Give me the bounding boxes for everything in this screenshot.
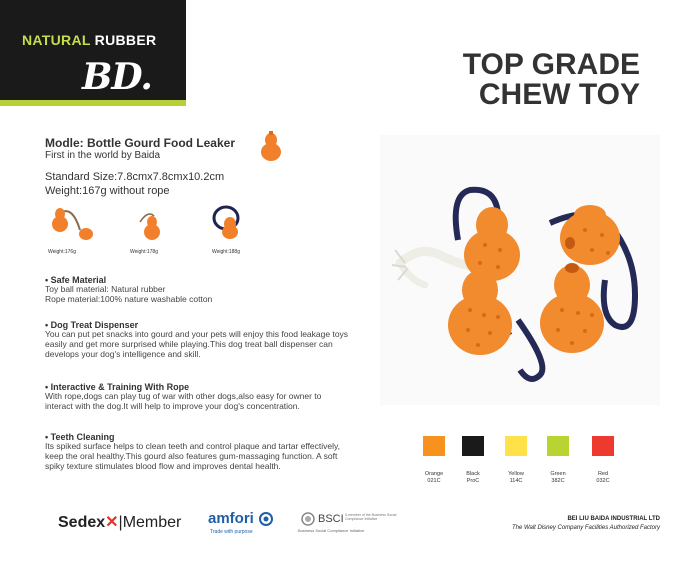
logo-word-rubber: RUBBER (94, 32, 157, 48)
thumbnail-3-label: Weight:188g (212, 249, 240, 255)
sedex-member-logo: Sedex✕|Member (58, 514, 182, 531)
amfori-circle-icon (258, 512, 274, 526)
swatch-green-label (538, 471, 578, 484)
swatch-name: Green (550, 471, 566, 477)
feature-teeth-cleaning-title: • Teeth Cleaning (45, 432, 115, 442)
feature-line: spiky texture stimulates blood flow and improves dental health. (45, 460, 281, 471)
bsci-text: BSCI (318, 513, 344, 525)
swatch-name: Black (466, 471, 480, 477)
swatch-orange (423, 436, 445, 456)
feature-line: Rope material:100% nature washable cotton (45, 293, 213, 304)
brand-logo-stripe (0, 100, 186, 106)
logo-wordmark (22, 32, 156, 48)
swatch-name: Yellow (508, 471, 524, 477)
disney-authorization: The Walt Disney Company Facilities Authorized Factory (511, 525, 660, 531)
feature-safe-material-body (45, 285, 375, 305)
headline-line-2: CHEW TOY (478, 78, 640, 111)
company-name: BEI LIU BAIDA INDUSTRIAL LTD (567, 516, 660, 522)
swatch-name: Orange (424, 471, 444, 477)
swatch-yellow (505, 436, 527, 456)
swatch-code: 114C (509, 477, 523, 484)
amfori-logo (208, 510, 274, 527)
thumbnail-1-label: Weight:176g (48, 249, 76, 255)
feature-line: You can put pet snacks into gourd and your pets will enjoy this food leakage toys (45, 329, 349, 339)
feature-line: Toy ball material: Natural rubber (45, 284, 166, 294)
thumbnail-3 (208, 202, 258, 244)
feature-line: With rope,dogs can play tug of war with other dogs,also easy for owner to (45, 391, 322, 401)
swatch-green (547, 436, 569, 456)
swatch-orange-label (414, 471, 454, 484)
feature-safe-material-title: • Safe Material (45, 275, 107, 285)
product-title: Modle: Bottle Gourd Food Leaker (45, 136, 236, 150)
headline (463, 50, 640, 110)
feature-line: Its spiked surface helps to clean teeth and control plaque and tartar effectively, (45, 441, 341, 451)
feature-teeth-cleaning-body (45, 442, 405, 471)
swatch-code: ProC (466, 477, 480, 484)
swatch-code: 021C (427, 477, 441, 484)
swatch-name: Red (597, 471, 609, 477)
feature-line: develops your dog's intelligence and skill. (45, 348, 201, 359)
bsci-small-text: A member of the Business Social Compliance Initiative (345, 513, 397, 521)
feature-interactive-body (45, 392, 375, 412)
amfori-tagline: Trade with purpose (210, 529, 253, 535)
swatch-code: 382C (551, 477, 565, 484)
feature-interactive-title: • Interactive & Training With Rope (45, 382, 190, 392)
feature-treat-dispenser-title: • Dog Treat Dispenser (45, 320, 139, 330)
bsci-subtitle: Business Social Compliance Initiative (298, 528, 365, 533)
feature-line: easily and get more surprised while playing.This dog treat ball dispenser can (45, 338, 333, 349)
swatch-yellow-label (496, 471, 536, 484)
logo-word-natural: NATURAL (22, 32, 91, 48)
swatch-red (592, 436, 614, 456)
logo-mark: BD. (82, 56, 152, 98)
product-weight: Weight:167g without rope (45, 185, 170, 197)
thumbnail-2 (128, 202, 178, 244)
sedex-member: Member (122, 514, 182, 531)
amfori-text: amfori (208, 510, 254, 527)
bsci-logo-icon (300, 512, 316, 526)
feature-line: keep the oral healthy.This gourd also features gum-massaging function. A soft (45, 450, 338, 461)
swatch-code: 032C (596, 477, 610, 484)
gourd-product-icon (259, 130, 283, 162)
thumbnail-1 (48, 202, 98, 244)
product-size: Standard Size:7.8cmx7.8cmx10.2cm (45, 171, 225, 183)
product-subtitle: First in the world by Baida (45, 150, 161, 161)
swatch-red-label (583, 471, 623, 484)
feature-line: interact with the dog.It will help to improve your dog's concentration. (45, 400, 300, 411)
swatch-black-label (453, 471, 493, 484)
headline-line-1: TOP GRADE (462, 48, 640, 81)
thumbnail-2-label: Weight:178g (130, 249, 158, 255)
swatch-black (462, 436, 484, 456)
product-photo (380, 135, 660, 405)
feature-treat-dispenser-body (45, 330, 405, 359)
sedex-brand: Sedex (58, 514, 106, 531)
